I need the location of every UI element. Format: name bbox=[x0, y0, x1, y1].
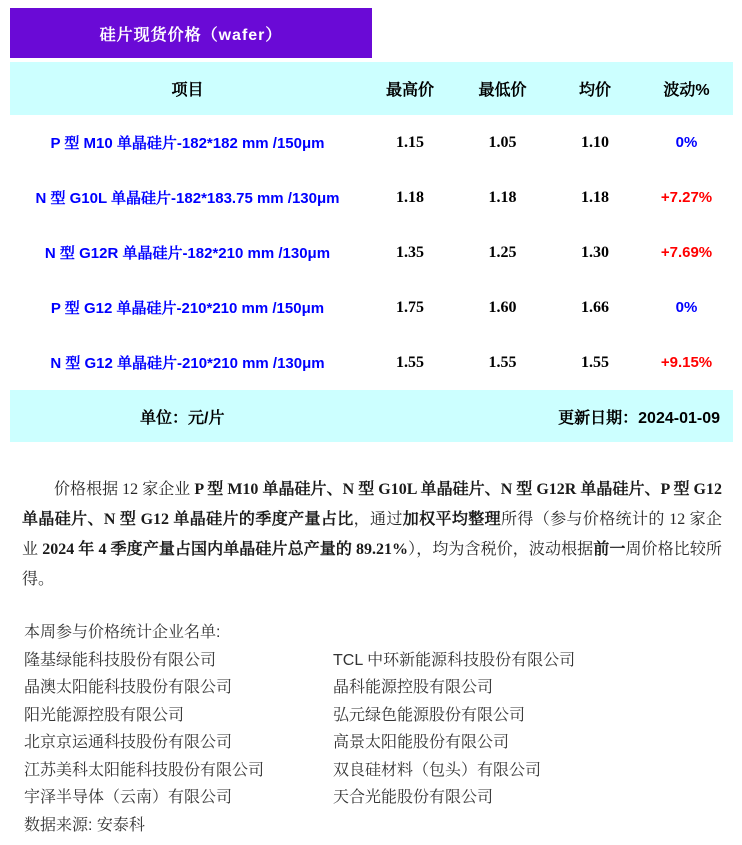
low-price-cell: 1.25 bbox=[488, 243, 517, 261]
high-price-cell: 1.55 bbox=[396, 353, 424, 371]
wafer-price-table bbox=[10, 62, 733, 442]
change-percent-cell: +9.15% bbox=[660, 354, 713, 371]
item-name-cell: N 型 G10L 单晶硅片-182*183.75 mm /130μm bbox=[35, 190, 340, 207]
high-price-cell: 1.35 bbox=[396, 243, 424, 261]
company-name: 天合光能股份有限公司 bbox=[333, 789, 494, 806]
low-price-cell: 1.60 bbox=[488, 298, 517, 316]
low-price-cell: 1.05 bbox=[488, 133, 517, 151]
company-name: 晶澳太阳能科技股份有限公司 bbox=[24, 679, 233, 696]
column-header-high: 最高价 bbox=[385, 82, 434, 99]
companies-heading: 本周参与价格统计企业名单: bbox=[24, 624, 221, 641]
avg-price-cell: 1.30 bbox=[581, 243, 609, 261]
company-row bbox=[24, 674, 729, 702]
change-percent-cell: +7.69% bbox=[660, 244, 713, 261]
column-header-change: 波动% bbox=[663, 82, 710, 99]
change-percent-cell: 0% bbox=[675, 134, 698, 151]
company-row bbox=[24, 757, 729, 785]
note-segment: 所得（参与价格统计的 12 家企业 bbox=[22, 511, 722, 558]
companies-section bbox=[24, 619, 729, 839]
company-name: 北京京运通科技股份有限公司 bbox=[24, 734, 233, 751]
table-header-row bbox=[10, 62, 733, 115]
company-name: TCL 中环新能源科技股份有限公司 bbox=[333, 651, 576, 669]
note-segment: ），均为含税价，波动根据 bbox=[408, 541, 594, 558]
table-body bbox=[10, 115, 733, 390]
unit-label: 单位：元/片 bbox=[140, 409, 225, 427]
avg-price-cell: 1.66 bbox=[581, 298, 609, 316]
company-name: 高景太阳能股份有限公司 bbox=[333, 734, 510, 751]
note-segment: P 型 M10 单晶硅片、N 型 G10L 单晶硅片、N 型 G12R 单晶硅片、P 型 G12 单晶硅片、N 型 G12 单晶硅片的季度产量占比 bbox=[22, 481, 722, 528]
avg-price-cell: 1.10 bbox=[581, 133, 609, 151]
title-bar bbox=[10, 8, 372, 58]
company-row bbox=[24, 702, 729, 730]
company-row bbox=[24, 647, 729, 675]
company-name: 晶科能源控股有限公司 bbox=[333, 679, 494, 696]
item-name-cell: P 型 M10 单晶硅片-182*182 mm /150μm bbox=[50, 135, 325, 152]
companies-list bbox=[24, 647, 729, 812]
change-percent-cell: 0% bbox=[675, 299, 698, 316]
table-footer-row bbox=[10, 390, 733, 442]
note-segment: 加权平均整理 bbox=[402, 511, 502, 528]
company-name: 江苏美科太阳能科技股份有限公司 bbox=[24, 761, 265, 779]
table-row bbox=[10, 225, 733, 280]
table-row bbox=[10, 170, 733, 225]
avg-price-cell: 1.18 bbox=[581, 188, 609, 206]
column-header-avg: 均价 bbox=[578, 82, 611, 99]
high-price-cell: 1.75 bbox=[396, 298, 424, 316]
methodology-note bbox=[22, 475, 722, 595]
company-row bbox=[24, 784, 729, 812]
company-name: 宇泽半导体（云南）有限公司 bbox=[24, 789, 233, 806]
high-price-cell: 1.15 bbox=[396, 133, 424, 151]
low-price-cell: 1.18 bbox=[488, 188, 517, 206]
company-row bbox=[24, 729, 729, 757]
column-header-item: 项目 bbox=[171, 82, 204, 99]
table-row bbox=[10, 280, 733, 335]
item-name-cell: N 型 G12R 单晶硅片-182*210 mm /130μm bbox=[44, 245, 331, 262]
company-name: 双良硅材料（包头）有限公司 bbox=[333, 761, 542, 779]
note-segment: ，通过 bbox=[353, 511, 403, 528]
table-row bbox=[10, 115, 733, 170]
update-date-label: 更新日期：2024-01-09 bbox=[558, 409, 720, 427]
high-price-cell: 1.18 bbox=[396, 188, 424, 206]
change-percent-cell: +7.27% bbox=[660, 189, 713, 206]
data-source: 数据来源: 安泰科 bbox=[24, 816, 145, 834]
company-name: 阳光能源控股有限公司 bbox=[24, 706, 185, 724]
column-header-low: 最低价 bbox=[478, 82, 527, 99]
page-title: 硅片现货价格（wafer） bbox=[99, 26, 283, 44]
note-segment: 周价格比较所得。 bbox=[22, 541, 722, 588]
note-segment: 2024 年 4 季度产量占国内单晶硅片总产量的 89.21% bbox=[42, 541, 409, 558]
item-name-cell: P 型 G12 单晶硅片-210*210 mm /150μm bbox=[50, 300, 325, 317]
note-segment: 价格根据 12 家企业 bbox=[54, 481, 195, 498]
avg-price-cell: 1.55 bbox=[581, 353, 609, 371]
item-name-cell: N 型 G12 单晶硅片-210*210 mm /130μm bbox=[50, 355, 325, 372]
company-name: 弘元绿色能源股份有限公司 bbox=[333, 706, 526, 724]
table-row bbox=[10, 335, 733, 390]
company-name: 隆基绿能科技股份有限公司 bbox=[24, 651, 217, 669]
low-price-cell: 1.55 bbox=[488, 353, 517, 371]
note-segment: 前一 bbox=[593, 541, 626, 558]
